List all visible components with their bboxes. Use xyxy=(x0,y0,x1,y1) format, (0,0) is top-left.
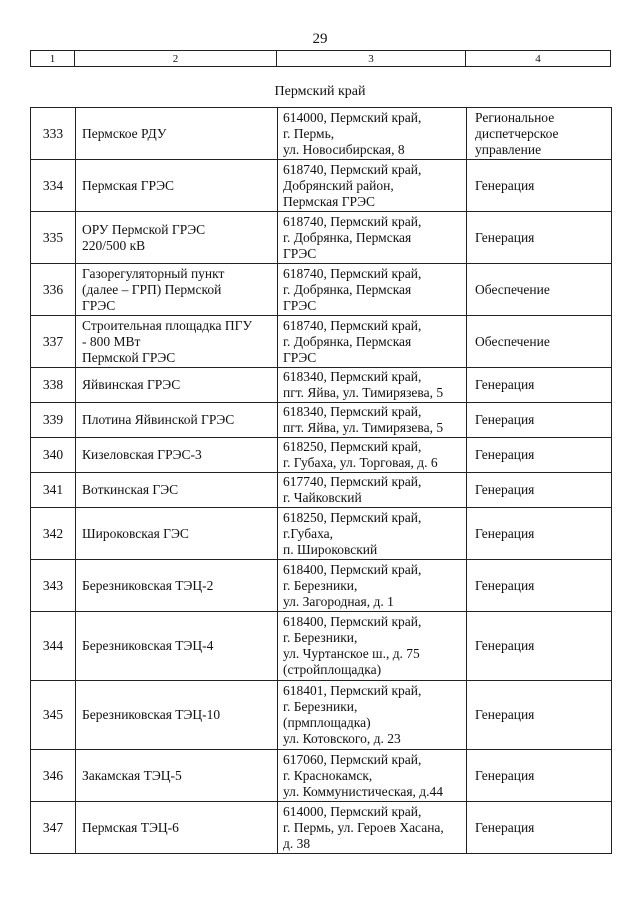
facility-name: ОРУ Пермской ГРЭС 220/500 кВ xyxy=(76,212,278,264)
row-number: 338 xyxy=(31,368,76,403)
row-number: 335 xyxy=(31,212,76,264)
row-number: 340 xyxy=(31,438,76,473)
facility-name: Пермская ГРЭС xyxy=(76,160,278,212)
table-row xyxy=(31,108,612,160)
facility-name: Пермское РДУ xyxy=(76,108,278,160)
facility-address: 618340, Пермский край, пгт. Яйва, ул. Тимирязева, 5 xyxy=(278,368,467,403)
facility-name: Широковская ГЭС xyxy=(76,508,278,560)
row-number: 333 xyxy=(31,108,76,160)
row-number: 342 xyxy=(31,508,76,560)
facility-type: Обеспечение xyxy=(467,316,612,368)
facility-type: Генерация xyxy=(467,560,612,612)
page-number: 29 xyxy=(312,31,328,47)
facility-type: Генерация xyxy=(467,403,612,438)
table-row xyxy=(31,560,612,612)
facility-address: 618740, Пермский край, г. Добрянка, Пермская ГРЭС xyxy=(278,264,467,316)
facility-address: 618740, Пермский край, г. Добрянка, Пермская ГРЭС xyxy=(278,316,467,368)
row-number: 343 xyxy=(31,560,76,612)
facility-address: 618250, Пермский край, г.Губаха, п. Широковский xyxy=(278,508,467,560)
table-row xyxy=(31,438,612,473)
facility-name: Пермская ТЭЦ-6 xyxy=(76,802,278,854)
table-row xyxy=(31,508,612,560)
facility-address: 618740, Пермский край, г. Добрянка, Пермская ГРЭС xyxy=(278,212,467,264)
facility-type: Генерация xyxy=(467,160,612,212)
row-number: 339 xyxy=(31,403,76,438)
facility-address: 617740, Пермский край, г. Чайковский xyxy=(278,473,467,508)
facility-address: 614000, Пермский край, г. Пермь, ул. Новосибирская, 8 xyxy=(278,108,467,160)
table-row xyxy=(31,681,612,750)
facility-name: Плотина Яйвинской ГРЭС xyxy=(76,403,278,438)
facility-name: Яйвинская ГРЭС xyxy=(76,368,278,403)
table-row xyxy=(31,750,612,802)
facility-type: Генерация xyxy=(467,212,612,264)
table-row xyxy=(31,473,612,508)
facility-table xyxy=(30,107,612,854)
facility-address: 618400, Пермский край, г. Березники, ул. Чуртанское ш., д. 75 (стройплощадка) xyxy=(278,612,467,681)
table-row xyxy=(31,264,612,316)
row-number: 341 xyxy=(31,473,76,508)
column-number: 4 xyxy=(466,51,611,67)
row-number: 336 xyxy=(31,264,76,316)
facility-type: Генерация xyxy=(467,368,612,403)
table-row xyxy=(31,612,612,681)
table-row xyxy=(31,212,612,264)
facility-address: 617060, Пермский край, г. Краснокамск, ул. Коммунистическая, д.44 xyxy=(278,750,467,802)
facility-type: Региональное диспетчерское управление xyxy=(467,108,612,160)
row-number: 346 xyxy=(31,750,76,802)
facility-type: Генерация xyxy=(467,802,612,854)
facility-address: 618340, Пермский край, пгт. Яйва, ул. Тимирязева, 5 xyxy=(278,403,467,438)
row-number: 344 xyxy=(31,612,76,681)
facility-type: Генерация xyxy=(467,612,612,681)
facility-address: 618740, Пермский край, Добрянский район, Пермская ГРЭС xyxy=(278,160,467,212)
row-number: 347 xyxy=(31,802,76,854)
facility-name: Закамская ТЭЦ-5 xyxy=(76,750,278,802)
facility-name: Кизеловская ГРЭС-3 xyxy=(76,438,278,473)
facility-name: Березниковская ТЭЦ-10 xyxy=(76,681,278,750)
column-number-row xyxy=(31,51,611,67)
facility-address: 618401, Пермский край, г. Березники, (прмплощадка) ул. Котовского, д. 23 xyxy=(278,681,467,750)
row-number: 334 xyxy=(31,160,76,212)
facility-type: Обеспечение xyxy=(467,264,612,316)
table-row xyxy=(31,368,612,403)
facility-name: Воткинская ГЭС xyxy=(76,473,278,508)
facility-name: Березниковская ТЭЦ-2 xyxy=(76,560,278,612)
table-row xyxy=(31,160,612,212)
facility-name: Строительная площадка ПГУ - 800 МВт Пермской ГРЭС xyxy=(76,316,278,368)
facility-address: 618400, Пермский край, г. Березники, ул. Загородная, д. 1 xyxy=(278,560,467,612)
region-title: Пермский край xyxy=(274,84,366,99)
table-row xyxy=(31,802,612,854)
facility-type: Генерация xyxy=(467,438,612,473)
table-row xyxy=(31,403,612,438)
facility-type: Генерация xyxy=(467,508,612,560)
column-number: 2 xyxy=(75,51,277,67)
column-number: 3 xyxy=(277,51,466,67)
row-number: 337 xyxy=(31,316,76,368)
facility-type: Генерация xyxy=(467,473,612,508)
facility-name: Газорегуляторный пункт (далее – ГРП) Пермской ГРЭС xyxy=(76,264,278,316)
facility-address: 618250, Пермский край, г. Губаха, ул. Торговая, д. 6 xyxy=(278,438,467,473)
column-number: 1 xyxy=(31,51,75,67)
facility-name: Березниковская ТЭЦ-4 xyxy=(76,612,278,681)
table-row xyxy=(31,316,612,368)
facility-type: Генерация xyxy=(467,750,612,802)
facility-type: Генерация xyxy=(467,681,612,750)
column-number-header xyxy=(30,50,611,67)
facility-address: 614000, Пермский край, г. Пермь, ул. Героев Хасана, д. 38 xyxy=(278,802,467,854)
row-number: 345 xyxy=(31,681,76,750)
